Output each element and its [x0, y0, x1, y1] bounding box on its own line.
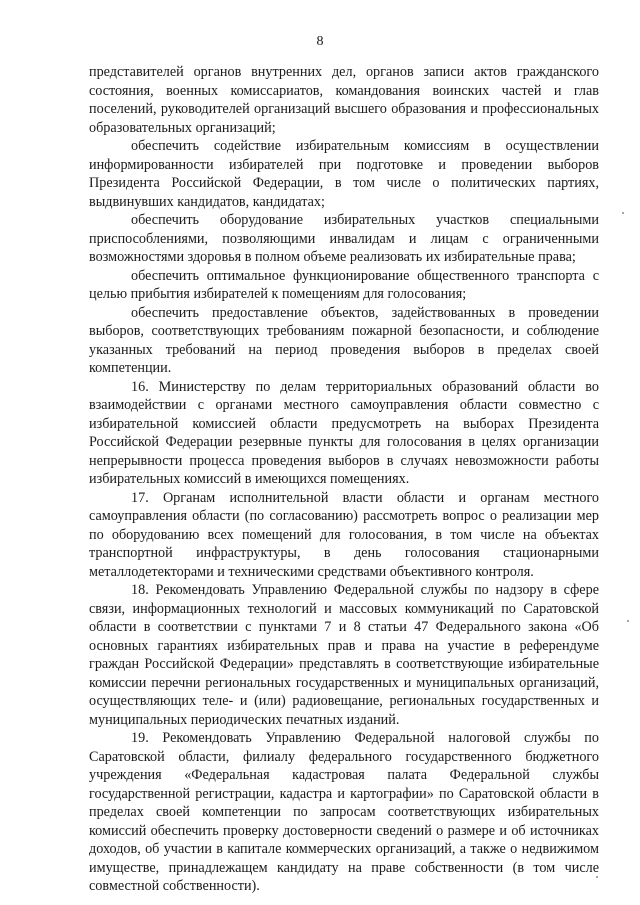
paragraph-transport: обеспечить оптимальное функционирование общественного транспорта с целью прибытия избирателей к помещениям для голосования;: [89, 267, 599, 302]
paragraph-item-16: 16. Министерству по делам территориальных образований области во взаимодействии с органами местного самоуправления области совместно с избирательной комиссией области предусмотреть на выборах Президента Российской Федерации резервные пункты для голосования в целях организации непрерывности процесса проведения выборов в случаях невозможности работы избирательных комиссий в имеющихся помещениях.: [89, 378, 599, 487]
paragraph-item-19: 19. Рекомендовать Управлению Федеральной налоговой службы по Саратовской области, филиалу федерального государственного бюджетного учреждения «Федеральная кадастровая палата Федеральной службы государственной регистрации, кадастра и картографии» по Саратовской области в пределах своей компетенции по запросам соответствующих избирательных комиссий обеспечить проверку достоверности сведений о размере и об источниках доходов, об участии в капитале коммерческих организаций, а также о недвижимом имуществе, принадлежащем кандидату на праве собственности (в том числе совместной собственности).: [89, 730, 599, 894]
paragraph-accessibility: обеспечить оборудование избирательных участков специальными приспособлениями, позволяющими инвалидам и лицам с ограниченными возможностями здоровья в полном объеме реализовать их избирательные права;: [89, 212, 599, 265]
scan-speck: [596, 876, 598, 878]
page-number: 8: [316, 34, 324, 49]
paragraph-item-18: 18. Рекомендовать Управлению Федеральной службы по надзору в сфере связи, информационных технологий и массовых коммуникаций по Саратовской области в соответствии с пунктами 7 и 8 статьи 47 Федерального закона «Об основных гарантиях избирательных прав и права на участие в референдуме граждан Российской Федерации» представлять в соответствующие избирательные комиссии перечни региональных государственных и муниципальных организаций, осуществляющих теле- и (или) радиовещание, региональных государственных и муниципальных периодических печатных изданий.: [89, 582, 599, 728]
paragraph-item-17: 17. Органам исполнительной власти области и органам местного самоуправления области (по согласованию) рассмотреть вопрос о реализации мер по оборудованию всех помещений для голосования, в том числе на объектах транспортной инфраструктуры, в день голосования стационарными металлодетекторами и техническими средствами объективного контроля.: [89, 489, 599, 580]
paragraph-continuation: представителей органов внутренних дел, органов записи актов гражданского состояния, военных комиссариатов, командования воинских частей и глав поселений, руководителей организаций высшего образования и профессиональных образовательных организаций;: [89, 64, 599, 136]
document-body: [89, 63, 599, 896]
scan-speck: [622, 212, 624, 214]
paragraph-fire-safety: обеспечить предоставление объектов, задействованных в проведении выборов, соответствующих требованиям пожарной безопасности, и соблюдение указанных требований на период проведения выборов в пределах своей компетенции.: [89, 304, 599, 376]
scan-speck: [627, 620, 629, 622]
paragraph-info-support: обеспечить содействие избирательным комиссиям в осуществлении информированности избирателей при подготовке и проведении выборов Президента Российской Федерации, в том числе о политических партиях, выдвинувших кандидатов, кандидатах;: [89, 138, 599, 210]
